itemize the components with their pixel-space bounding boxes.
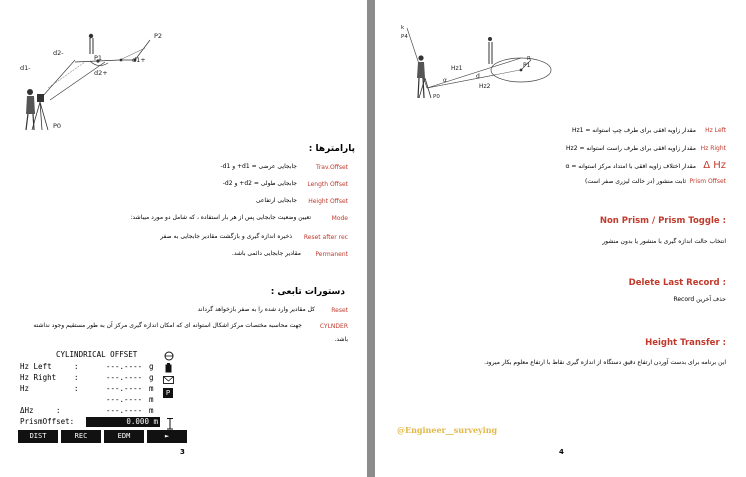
label-p1: P1 <box>94 54 103 62</box>
label-p0: P0 <box>53 122 62 130</box>
prism-offset-label: PrismOffset: <box>20 417 75 426</box>
param-key-4: Reset after rec <box>303 234 348 241</box>
screen-row-value-3: ---.---- <box>106 395 143 404</box>
label-p1: P1 <box>523 62 531 69</box>
watermark: @Engineer__surveying <box>397 425 498 435</box>
command-text-0: کل مقادیر وارد شده را به صفر بازخواهد گرداند <box>197 306 315 313</box>
cursor-icon <box>165 418 175 430</box>
param-key-3: Mode <box>331 215 348 222</box>
section-title-delete-record: Delete Last Record : <box>628 278 726 288</box>
prism-offset-input[interactable]: 0.000 m <box>86 417 160 427</box>
page-gutter <box>367 0 375 477</box>
def-text-3: ثابت منشور (در حالت لیزری صفر است) <box>585 178 686 185</box>
label-k: k <box>401 25 405 31</box>
screen-row-label-4: ΔHz <box>20 406 34 415</box>
label-d: d <box>476 73 480 80</box>
screen-row-sep-4: : <box>56 406 61 415</box>
screen-row-sep-0: : <box>74 362 79 371</box>
cylinder-diagram <box>395 20 575 100</box>
param-key-1: Length Offset <box>307 181 348 188</box>
screen-row-unit-3: m <box>149 395 154 404</box>
page-3 <box>0 0 367 477</box>
screen-row-unit-4: m <box>149 406 154 415</box>
screen-row-value-2: ---.---- <box>106 384 143 393</box>
section-title-height-transfer: Height Transfer : <box>645 338 726 348</box>
screen-row-label-0: Hz Left <box>20 362 52 371</box>
param-key-0: Trav.Offset <box>316 164 348 171</box>
section-text-prism-toggle: انتخاب حالت اندازه گیری با منشور یا بدون منشور <box>602 238 726 245</box>
screen-row-value-4: ---.---- <box>106 406 143 415</box>
param-text-5: مقادیر جابجایی دائمی باشد. <box>231 250 301 257</box>
label-hz2: Hz2 <box>479 83 491 90</box>
screen-row-unit-0: g <box>149 362 154 371</box>
def-key-3: Prism Offset <box>689 178 726 185</box>
def-key-1: Hz Right <box>700 145 726 152</box>
param-text-4: ذخیره اندازه گیری و بازگشت مقادیر جابجایی به صفر <box>160 233 292 240</box>
rec-softkey[interactable]: REC <box>61 430 101 443</box>
screen-title: CYLINDRICAL OFFSET <box>56 350 138 359</box>
next-page-softkey[interactable]: ► <box>147 430 187 443</box>
section-title-prism-toggle: Non Prism / Prism Toggle : <box>599 216 726 226</box>
edm-softkey[interactable]: EDM <box>104 430 144 443</box>
label-d1-plus: d1+ <box>132 56 146 64</box>
label-d2-minus: d2- <box>53 49 64 57</box>
label-d1-minus: d1- <box>20 64 31 72</box>
command-text-1: جهت محاسبه مختصات مرکز اشکال استوانه ای که امکان اندازه گیری مرکز آن به طور مستقیم وجود نداشته <box>33 322 302 329</box>
label-hz1: Hz1 <box>451 65 463 72</box>
screen-row-value-1: ---.---- <box>106 373 143 382</box>
page-number-3: 3 <box>180 448 185 456</box>
label-p0: P0 <box>433 94 440 100</box>
command-key-0: Reset <box>331 307 348 314</box>
softkey-bar <box>18 430 202 443</box>
param-text-3: تعیین وضعیت جابجایی پس از هر بار استفاده ، که شامل دو مورد میباشد: <box>130 214 311 221</box>
screen-row-unit-2: m <box>149 384 154 393</box>
screen-row-unit-1: g <box>149 373 154 382</box>
page-number-4: 4 <box>559 448 564 456</box>
param-text-2: جابجایی ارتفاعی <box>255 197 297 204</box>
screen-row-sep-2: : <box>74 384 79 393</box>
command-text-2: باشد. <box>334 336 348 343</box>
param-text-1: جابجایی طولی = d2+ و d2- <box>222 180 297 187</box>
label-d2-plus: d2+ <box>94 69 108 77</box>
prism-badge: P <box>163 388 173 398</box>
screen-row-value-0: ---.---- <box>106 362 143 371</box>
label-p2: P2 <box>154 32 163 40</box>
def-key-0: Hz Left <box>705 127 726 134</box>
mail-icon <box>163 375 175 385</box>
commands-title: دستورات تابعی : <box>270 287 345 297</box>
screen-row-label-1: Hz Right <box>20 373 57 382</box>
def-key-2: Δ Hz <box>703 160 726 171</box>
param-text-0: جابجایی عرضی = d1+ و d1- <box>220 163 297 170</box>
offset-diagram <box>10 30 210 165</box>
label-p4: P4 <box>401 34 408 40</box>
label-r: R <box>527 56 531 62</box>
dist-softkey[interactable]: DIST <box>18 430 58 443</box>
battery-icon <box>165 363 173 373</box>
screen-row-sep-1: : <box>74 373 79 382</box>
section-text-height-transfer: این برنامه برای بدست آوردن ارتفاع دقیق دستگاه از اندازه گیری نقاط با ارتفاع معلوم بکار میرود. <box>484 359 726 366</box>
def-text-2: مقدار اختلاف زاویه افقی با امتداد مرکز استوانه = α <box>565 163 696 170</box>
label-alpha: α <box>443 77 447 84</box>
compass-icon <box>164 351 176 361</box>
command-key-1: CYLNDER <box>319 323 348 330</box>
def-text-1: مقدار زاویه افقی برای طرف راست استوانه = Hz2 <box>566 145 696 152</box>
def-text-0: مقدار زاویه افقی برای طرف چپ استوانه = Hz1 <box>571 127 696 134</box>
param-key-2: Height Offset <box>308 198 348 205</box>
screen-row-label-2: Hz <box>20 384 30 393</box>
params-title: پارامترها : <box>308 144 355 154</box>
section-text-delete-record: حذف آخرین Record <box>673 296 726 303</box>
page-4 <box>375 0 746 477</box>
param-key-5: Permanent <box>315 251 348 258</box>
